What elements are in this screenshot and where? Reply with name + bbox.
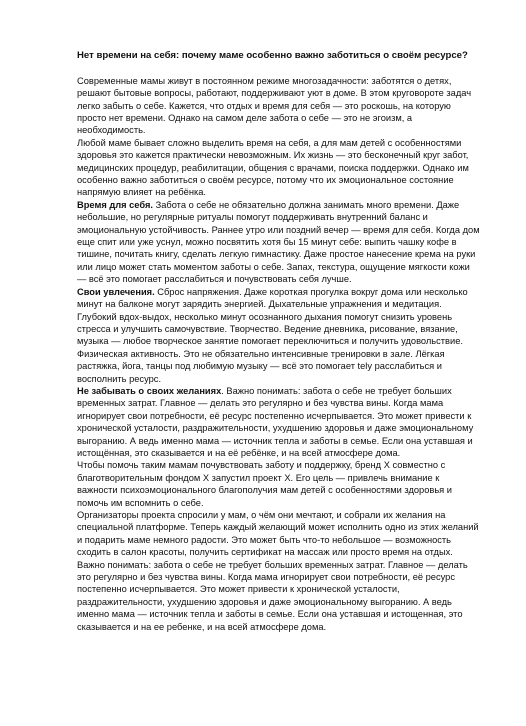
paragraph-text: . Важно понимать: забота о себе не требует больших временных затрат. Главное — делать это регулярно и без чувства вины. Когда мама игнорирует свои потребности, её ресурс постепенно исчерпывается. Это может привести к хронической усталости, раздражительности, ухудшению здоровья и даже эмоциональному выгоранию. А ведь именно мама — источник тепла и заботы в семье. Если она уставшая и истощённая, это сказывается и на её ребёнке, и на всей атмосфере дома. <box>77 385 474 458</box>
paragraph-lead: Свои увлечения. <box>77 286 155 297</box>
paragraph-text: Любой маме бывает сложно выделить время на себя, а для мам детей с особенностями здоровья это кажется практически невозможным. Их жизнь — это бесконечный круг забот, медицинских процедур, реабилитации, общения с врачами, поиска поддержки. Однако им особенно важно заботиться о своём ресурсе, потому что их эмоциональное состояние напрямую влияет на ребёнка. <box>77 137 469 198</box>
paragraph-intro <box>77 75 481 137</box>
paragraph-time-for-self <box>77 199 481 286</box>
paragraph-special-needs <box>77 137 481 199</box>
paragraph-text: Забота о себе не обязательно должна занимать много времени. Даже небольшие, но регулярные ритуалы помогут поддерживать внутренний баланс и эмоциональную устойчивость. Раннее утро или поздний вечер — время для себя. Когда дом еще спит или уже уснул, можно посвятить хотя бы 15 минут себе: выпить чашку кофе в тишине, почитать книгу, сделать легкую гимнастику. Даже простое нанесение крема на руки или лицо может стать моментом заботы о себе. Запах, текстура, ощущение мягкости кожи — всё это помогает расслабиться и почувствовать себя лучше. <box>77 199 480 285</box>
paragraph-own-wishes <box>77 385 481 459</box>
paragraph-text: Сброс напряжения. Даже короткая прогулка вокруг дома или несколько минут на балконе могут зарядить энергией. Дыхательные упражнения и медитация. Глубокий вдох-выдох, несколько минут осознанного дыхания помогут снизить уровень стресса и улучшить самочувствие. Творчество. Ведение дневника, рисование, вязание, музыка — любое творческое занятие помогает переключиться и получить удовольствие. Физическая активность. Это не обязательно интенсивные тренировки в зале. Лёгкая растяжка, йога, танцы под любимую музыку — всё это помогает telу расслабиться и восполнить ресурс. <box>77 286 468 384</box>
paragraph-text: Важно понимать: забота о себе не требует больших временных затрат. Главное — делать это регулярно и без чувства вины. Когда мама игнорирует свои потребности, её ресурс постепенно исчерпывается. Это может привести к хронической усталости, раздражительности, ухудшению здоровья и даже эмоциональному выгоранию. А ведь именно мама — источник тепла и заботы в семье. Если она уставшая и истощенная, это сказывается и на ее ребенке, и на всей атмосфере дома. <box>77 559 468 632</box>
paragraph-project <box>77 459 481 509</box>
paragraph-text: Современные мамы живут в постоянном режиме многозадачности: заботятся о детях, решают бытовые вопросы, работают, поддерживают уют в доме. В этом круговороте задач легко забыть о себе. Кажется, что отдых и время для себя — это роскошь, на которую просто нет времени. Однако на самом деле забота о себе — это не эгоизм, а необходимость. <box>77 75 472 136</box>
paragraph-text: Организаторы проекта спросили у мам, о чём они мечтают, и собрали их желания на специальной платформе. Теперь каждый желающий может исполнить одно из этих желаний и подарить маме немного радости. Это может быть что-то небольшое — возможность сходить в салон красоты, получить сертификат на массаж или просто время на отдых. <box>77 510 479 558</box>
document-title: Нет времени на себя: почему маме особенно важно заботиться о своём ресурсе? <box>77 50 468 61</box>
paragraph-lead: Время для себя. <box>77 199 153 210</box>
paragraph-organizers <box>77 509 481 559</box>
paragraph-text: Чтобы помочь таким мамам почувствовать заботу и поддержку, бренд Х совместно с благотворительным фондом Х запустил проект Х. Его цель — привлечь внимание к важности психоэмоционального благополучия мам детей с особенностями здоровья и помочь им вспомнить о себе. <box>77 460 452 508</box>
paragraph-closing <box>77 559 481 633</box>
paragraph-hobbies <box>77 286 481 385</box>
paragraph-lead: Не забывать о своих желаниях <box>77 385 222 396</box>
